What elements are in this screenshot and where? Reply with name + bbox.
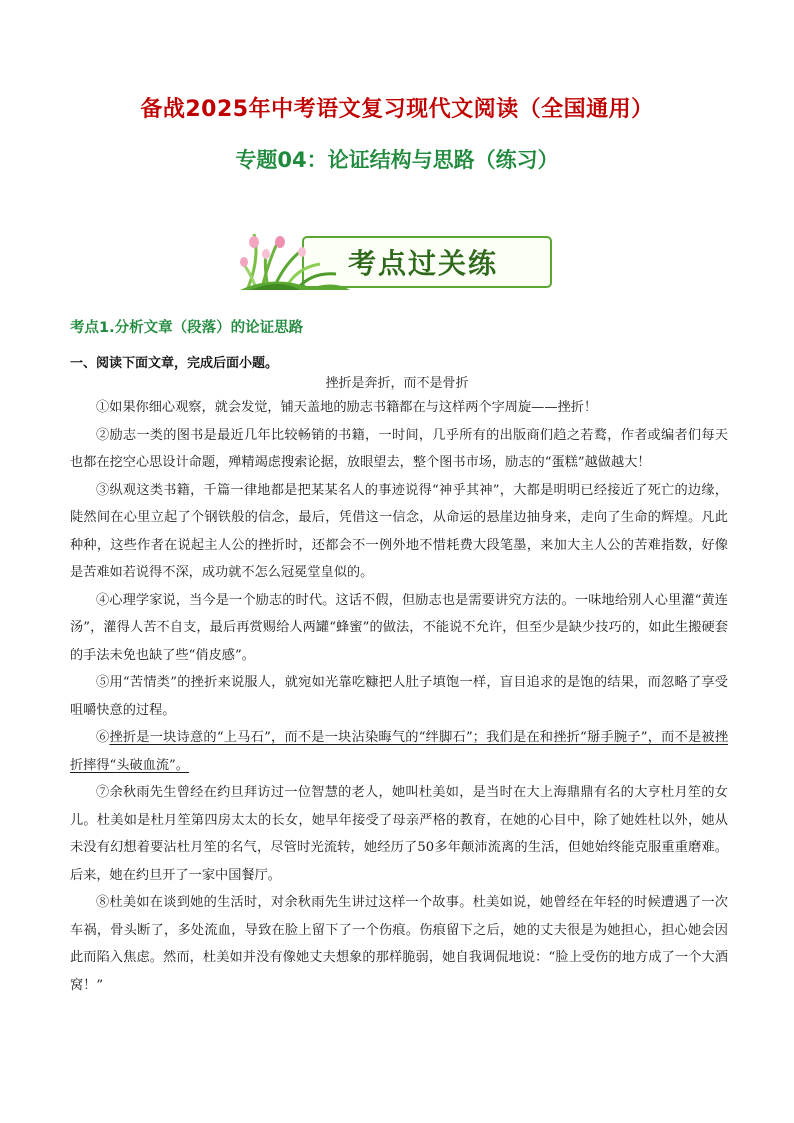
paragraph-4: ④心理学家说，当今是一个励志的时代。这话不假，但励志也是需要讲究方法的。一味地给别人心里灌“黄连汤”，灌得人苦不自支，最后再赏赐给人两罐“蜂蜜”的做法，不能说不允许，但至少是缺少技巧的，如此生搬硬套的手法未免也缺了些“俏皮感”。 <box>70 592 728 663</box>
document-subtitle: 专题04：论证结构与思路（练习） <box>235 148 559 172</box>
paragraph-8: ⑧杜美如在谈到她的生活时，对余秋雨先生讲过这样一个故事。杜美如说，她曾经在年轻的时候遭遇了一次车祸，骨头断了，多处流血，导致在脸上留下了一个伤痕。伤痕留下之后，她的丈夫很是为她担心，担心她会因此而陷入焦虑。然而，杜美如并没有像她丈夫想象的那样脆弱，她自我调侃地说：“脸上受伤的地方成了一个大酒窝！” <box>70 895 728 993</box>
document-title: 备战2025年中考语文复习现代文阅读（全国通用） <box>140 97 654 122</box>
article-body <box>70 394 728 999</box>
paragraph-1: ①如果你细心观察，就会发觉，铺天盖地的励志书籍都在与这样两个字周旋——挫折！ <box>96 400 598 415</box>
paragraph-5: ⑤用“苦情类”的挫折来说服人，就宛如光靠吃糠把人肚子填饱一样，盲目追求的是饱的结果，而忽略了享受咀嚼快意的过程。 <box>70 675 728 718</box>
paragraph-2: ②励志一类的图书是最近几年比较畅销的书籍，一时间，几乎所有的出版商们趋之若鹜，作者或编者们每天也都在挖空心思设计命题，殚精竭虑搜索论据，放眼望去，整个图书市场，励志的“蛋糕”越做越大！ <box>70 427 728 470</box>
paragraph-6-number: ⑥ <box>96 730 110 745</box>
section-banner <box>240 228 552 292</box>
banner-label: 考点过关练 <box>348 247 499 280</box>
question-intro: 一、阅读下面文章，完成后面小题。 <box>70 356 279 371</box>
paragraph-6 <box>70 724 728 779</box>
paragraph-7: ⑦余秋雨先生曾经在约旦拜访过一位智慧的老人，她叫杜美如，是当时在大上海鼎鼎有名的大亨杜月笙的女儿。杜美如是杜月笙第四房太太的长女，她早年接受了母亲严格的教育，在她的心目中，除了她姓杜以外，她从未没有幻想着要沾杜月笙的名气，尽管时光流转，她经历了50多年颠沛流离的生活，但她始终能克服重重磨难。后来，她在约旦开了一家中国餐厅。 <box>70 785 728 883</box>
paragraph-6-underlined: 挫折是一块诗意的“上马石”，而不是一块沾染晦气的“绊脚石”；我们是在和挫折“掰手腕子”，而不是被挫折摔得“头破血流”。 <box>70 730 729 773</box>
article-title: 挫折是奔折，而不是骨折 <box>325 376 469 391</box>
paragraph-3: ③纵观这类书籍，千篇一律地都是把某某名人的事迹说得“神乎其神”，大都是明明已经接近了死亡的边缘，陡然间在心里立起了个钢铁般的信念，最后，凭借这一信念，从命运的悬崖边抽身来，走向了生命的辉煌。凡此种种，这些作者在说起主人公的挫折时，还都会不一例外地不惜耗费大段笔墨，来加大主人公的苦难指数，好像是苦难如若说得不深，成功就不怎么冠冕堂皇似的。 <box>70 482 728 580</box>
section-title: 考点1.分析文章（段落）的论证思路 <box>70 320 304 336</box>
